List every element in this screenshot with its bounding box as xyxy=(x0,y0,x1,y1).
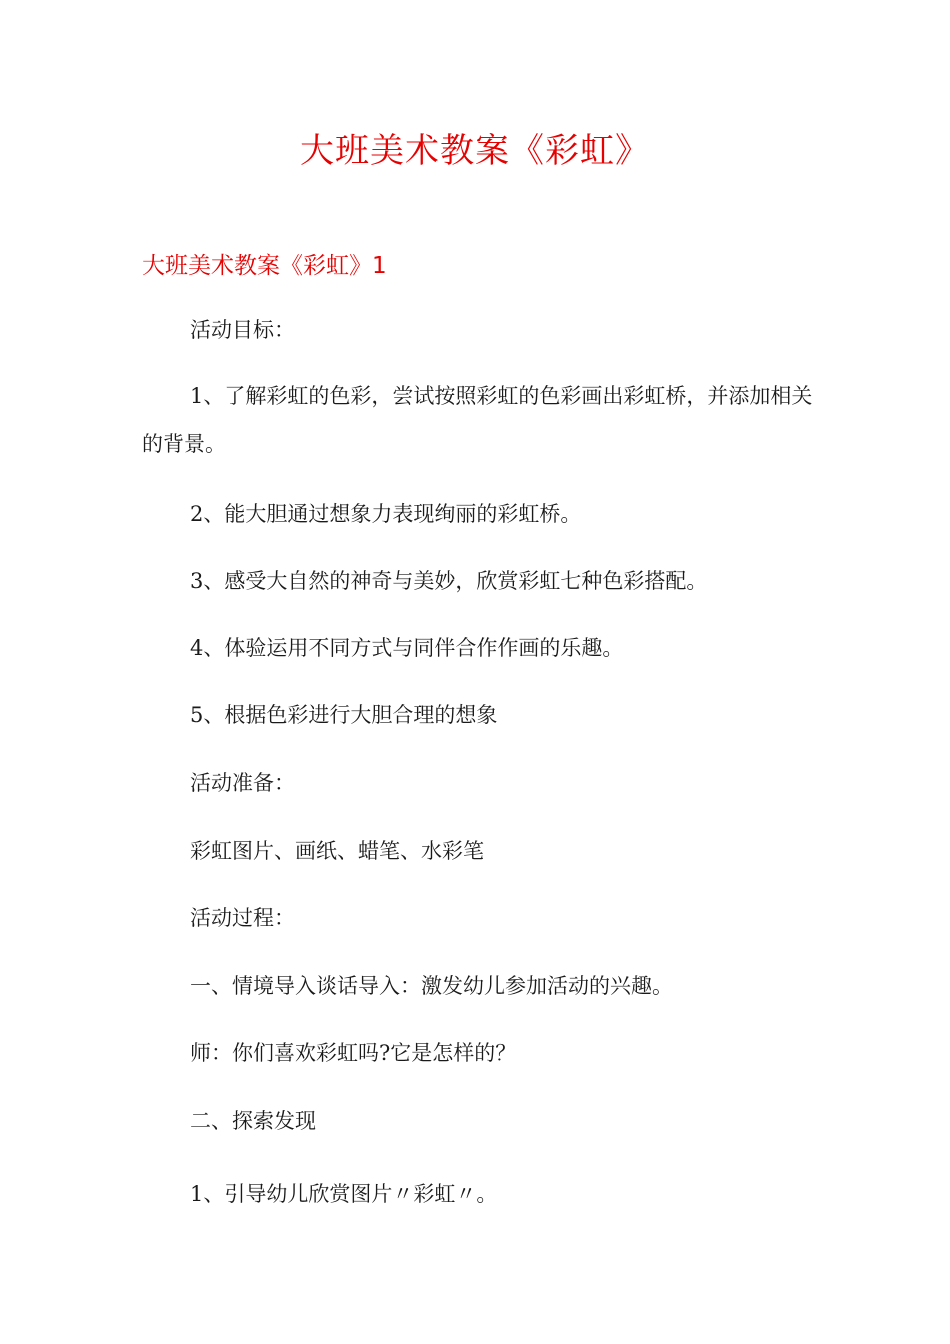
paragraph-activity-goals: 活动目标： xyxy=(190,318,295,342)
paragraph-goal-5: 5、根据色彩进行大胆合理的想象 xyxy=(190,703,498,727)
section-heading: 大班美术教案《彩虹》1 xyxy=(142,253,387,279)
paragraph-step-2-1: 1、引导幼儿欣赏图片〃彩虹〃。 xyxy=(190,1182,498,1206)
paragraph-goal-4: 4、体验运用不同方式与同伴合作作画的乐趣。 xyxy=(190,636,624,660)
paragraph-teacher-question: 师：你们喜欢彩虹吗?它是怎样的？ xyxy=(190,1041,517,1065)
paragraph-activity-process: 活动过程： xyxy=(190,906,295,930)
paragraph-step-2: 二、探索发现 xyxy=(190,1109,316,1133)
paragraph-goal-1: 1、了解彩虹的色彩，尝试按照彩虹的色彩画出彩虹桥，并添加相关的背景。 xyxy=(142,384,813,456)
document-title: 大班美术教案《彩虹》 xyxy=(300,131,650,171)
paragraph-goal-2: 2、能大胆通过想象力表现绚丽的彩虹桥。 xyxy=(190,502,582,526)
paragraph-activity-preparation: 活动准备： xyxy=(190,771,295,795)
paragraph-materials: 彩虹图片、画纸、蜡笔、水彩笔 xyxy=(190,839,484,863)
paragraph-step-1: 一、情境导入谈话导入：激发幼儿参加活动的兴趣。 xyxy=(190,974,673,998)
paragraph-goal-3: 3、感受大自然的神奇与美妙，欣赏彩虹七种色彩搭配。 xyxy=(190,569,708,593)
